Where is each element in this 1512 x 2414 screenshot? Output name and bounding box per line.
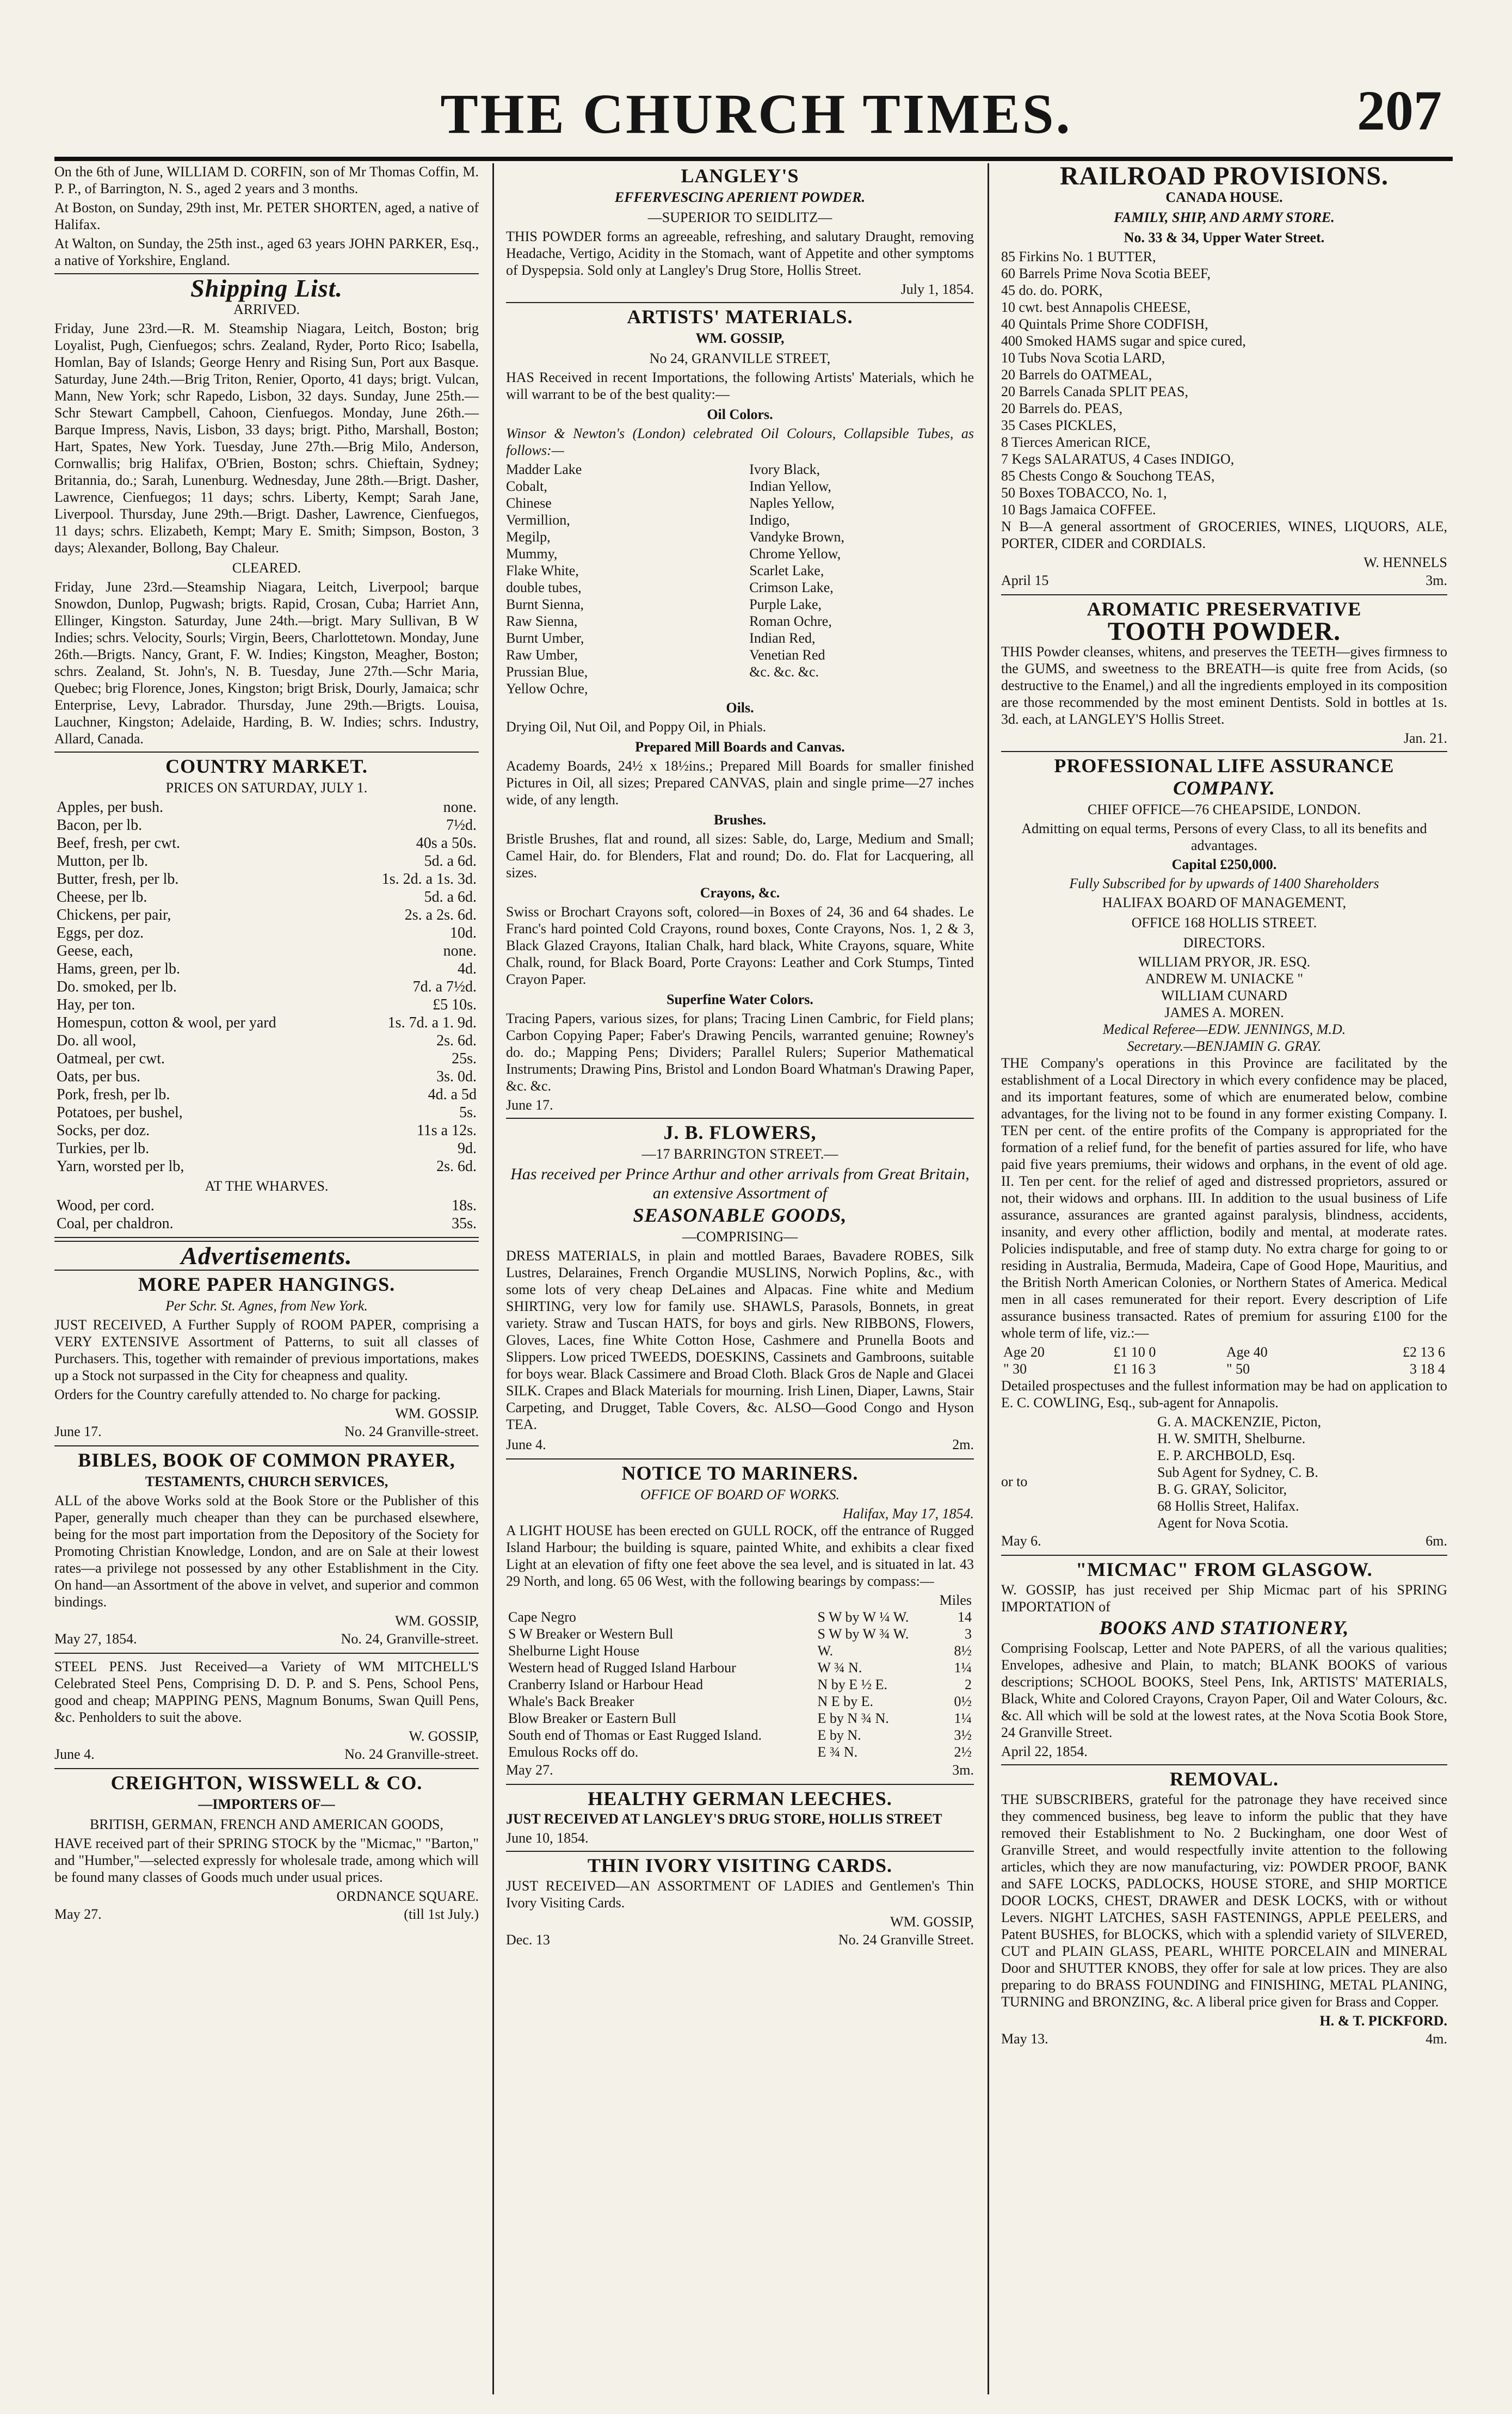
table-row: Oats, per bus. 3s. 0d. <box>57 1068 477 1085</box>
table-row: Butter, fresh, per lb. 1s. 2d. a 1s. 3d. <box>57 871 477 888</box>
table-row: Hay, per ton. £5 10s. <box>57 996 477 1013</box>
bearings-table <box>506 1592 974 1760</box>
section-rule <box>54 1653 479 1654</box>
micmac-body-2: Comprising Foolscap, Letter and Note PAPERS, of all the various qualities; Envelopes, adhesive and Plain, to match; BLANK BOOKS of various descriptions; SCHOOL BOOKS, Steel Pens, Ink, ARTISTS' MATERIALS, Black, White and Colored Crayons, Crayon Paper, Oil and Water Colours, &c. &c. All which will be sold at the lowest rates, at the Nova Scotia Book Store, 24 Granville Street. <box>1001 1640 1447 1740</box>
assurance-tail: Detailed prospectuses and the fullest information may be had on application to E. C. COWLING, Esq., sub-agent for Annapolis. <box>1001 1378 1447 1411</box>
list-item: 35 Cases PICKLES, <box>1001 417 1116 433</box>
column-3 <box>1001 163 1447 2048</box>
flowers-body: DRESS MATERIALS, in plain and mottled Baraes, Bavadere ROBES, Silk Lustres, Delaraines, French Organdie MUSLINS, Norwich Poplins, &c., with some lots of very cheap DeLaines and Alpacas. Fine white and Medium SHIRTING, very low for family use. SHAWLS, Parasols, Bonnets, in great variety. Straw and Tuscan HATS, for boys and girls. New RIBBONS, Flowers, Gloves, Laces, fine White Cotton Hose, Cashmere and Prunella Boots and Slippers. Low priced TWEEDS, DOESKINS, Cassinets and Gambroons, suitable for boys wear. Black Cassimere and Broad Cloth. Black Gros de Naple and Glacei SILK. Crapes and Black Materials for mourning. Irish Linen, Diaper, Lawns, Stair Carpeting, and Drugget, Table Covers, &c. ALSO—Good Congo and Hyson TEA. <box>506 1248 974 1432</box>
provision-list <box>1001 248 1447 518</box>
list-item: 20 Barrels do. PEAS, <box>1001 401 1123 416</box>
section-rule <box>506 1458 974 1460</box>
ad-footer: April 15 3m. <box>1001 572 1447 588</box>
color-list-right: Ivory Black, Indian Yellow, Naples Yellow, Indigo, Vandyke Brown, Chrome Yellow, Scarlet Lake, Crimson Lake, Purple Lake, Roman Ochre, Indian Red, Venetian Red &c. &c. &c. <box>749 461 844 680</box>
table-row: Western head of Rugged Island Harbour W ¾ N. 1¼ <box>508 1660 972 1676</box>
market-price-table <box>54 798 479 1175</box>
leeches-body: JUST RECEIVED AT LANGLEY'S DRUG STORE, HOLLIS STREET <box>506 1811 942 1827</box>
oil-colors-intro: Winsor & Newton's (London) celebrated Oil Colours, Collapsible Tubes, as follows:— <box>506 426 974 458</box>
board-office: OFFICE 168 HOLLIS STREET. <box>1131 915 1317 931</box>
assurance-heading: PROFESSIONAL LIFE ASSURANCE <box>1054 755 1394 777</box>
crayons-body: Swiss or Brochart Crayons soft, colored—in Boxes of 24, 36 and 64 shades. Le Franc's hard pointed Cold Crayons, round boxes, Conte Crayons, Nos. 1, 2 & 3, Black Glazed Crayons, Italian Chalk, hard black, White Crayons, square, White Chalk, round, for Black Board, Porte Crayons: Leather and Cork Stumps, Tinted Crayon Paper. <box>506 904 974 987</box>
langley-heading-2: EFFERVESCING APERIENT POWDER. <box>614 189 866 205</box>
mariners-body: A LIGHT HOUSE has been erected on GULL ROCK, off the entrance of Rugged Island Harbour; the building is square, painted White, and exhibits a clear fixed Light at an elevation of fifty one feet above the sea level, and is situated in lat. 43 29 North, and long. 65 06 West, with the following bearings by compass:— <box>506 1523 974 1589</box>
section-rule <box>54 1768 479 1769</box>
arrived-list: Friday, June 23rd.—R. M. Steamship Niagara, Leitch, Boston; brig Loyalist, Pugh, Cienfuegos; schrs. Zealand, Ryder, Porto Rico; Isabella, Homlan, Bay of Islands; George Henry and Rising Sun, Port aux Basque. Saturday, June 24th.—Brig Triton, Renier, Oporto, 41 days; brigt. Vulcan, Mann, New York; schr Rapedo, Lisbon, 32 days. Sunday, June 25th.—Schr Stewart Campbell, Cahoon, Cienfuegos. Monday, June 26th.—Barque Impress, Navis, Lisbon, 33 days; brigt. Pitho, Marshall, Boston; Hart, Spates, New York. Tuesday, June 27th.—Brig Milo, Anderson, Cornwallis; brig Halifax, O'Brien, Boston; schrs. Chieftain, Sydney; Britannia, do.; Sarah, Lunenburg. Wednesday, June 28th.—Brigt. Dasher, Lawrence, Cienfuegos; 11 days; schrs. Liberty, Kempt; Sarah Jane, Liverpool. Thursday, June 29th.—Brigt. Dasher, Lawrence, Cienfuegos, 11 days; schrs. Elizabeth, Kempt; Mary E. Smith; Simpson, Boston, 3 days; Alexander, Bollong, Bay Chaleur. <box>54 321 479 556</box>
cleared-heading: CLEARED. <box>232 560 301 576</box>
boards-body: Academy Boards, 24½ x 18½ins.; Prepared Mill Boards for smaller finished Pictures in Oil, all sizes; Prepared CANVAS, plain and single prime—27 inches wide, of any length. <box>506 758 974 808</box>
secretary: Secretary.—BENJAMIN G. GRAY. <box>1127 1038 1322 1054</box>
list-item: 10 cwt. best Annapolis CHEESE, <box>1001 299 1191 315</box>
mariners-heading: NOTICE TO MARINERS. <box>621 1462 859 1484</box>
table-row: Chickens, per pair, 2s. a 2s. 6d. <box>57 907 477 923</box>
list-item: H. W. SMITH, Shelburne. <box>1157 1431 1306 1446</box>
table-row: Pork, fresh, per lb. 4d. a 5d <box>57 1086 477 1103</box>
paper-hangings-sub: Per Schr. St. Agnes, from New York. <box>165 1298 368 1314</box>
directors-heading: DIRECTORS. <box>1183 935 1266 951</box>
column-divider <box>988 163 989 2394</box>
ad-date: Jan. 21. <box>1403 730 1447 746</box>
table-row: Shelburne Light House W. 8½ <box>508 1643 972 1659</box>
langley-heading: LANGLEY'S <box>681 165 799 187</box>
flowers-heading: J. B. FLOWERS, <box>663 1122 817 1143</box>
table-row: Yarn, worsted per lb, 2s. 6d. <box>57 1158 477 1175</box>
ad-date: April 22, 1854. <box>1001 1744 1088 1759</box>
list-item: 8 Tierces American RICE, <box>1001 434 1151 450</box>
artists-address: No 24, GRANVILLE STREET, <box>649 350 831 366</box>
advertisements-heading: Advertisements. <box>181 1242 353 1270</box>
boards-heading: Prepared Mill Boards and Canvas. <box>635 739 845 755</box>
medical-referee: Medical Referee—EDW. JENNINGS, M.D. <box>1102 1021 1346 1037</box>
crayons-heading: Crayons, &c. <box>700 885 780 901</box>
books-stationery: BOOKS AND STATIONERY, <box>1099 1617 1349 1639</box>
color-list <box>506 461 974 697</box>
page-number: 207 <box>1357 79 1442 142</box>
paper-hangings-heading: MORE PAPER HANGINGS. <box>138 1273 396 1295</box>
table-row: Turkies, per lb. 9d. <box>57 1140 477 1157</box>
creighton-body: HAVE received part of their SPRING STOCK by the "Micmac," "Barton," and "Humber,"—selected expressly for wholesale trade, among which will be found many classes of Goods much under usual prices. <box>54 1836 479 1885</box>
table-row: Beef, fresh, per cwt. 40s a 50s. <box>57 835 477 852</box>
artists-body: HAS Received in recent Importations, the following Artists' Materials, which he will warrant to be of the best quality:— <box>506 370 974 402</box>
langley-body: THIS POWDER forms an agreeable, refreshing, and salutary Draught, removing Headache, Vertigo, Acidity in the Stomach, want of Appetite and other symptoms of Dyspepsia. Sold only at Langley's Drug Store, Hollis Street. <box>506 229 974 278</box>
section-rule <box>1001 1764 1447 1765</box>
bibles-body: ALL of the above Works sold at the Book Store or the Publisher of this Paper, generally much cheaper than they can be purchased elsewhere, being for the most part importation from the Depository of the Society for Promoting Christian Knowledge, London, and are on Sale at their lowest rates—a privilege not possessed by any other Establishment in the City. On hand—an Assortment of the above in velvet, and superior and common bindings. <box>54 1493 479 1610</box>
death-notice: At Boston, on Sunday, 29th inst, Mr. PETER SHORTEN, aged, a native of Halifax. <box>54 200 479 232</box>
micmac-body: W. GOSSIP, has just received per Ship Micmac part of his SPRING IMPORTATION of <box>1001 1582 1447 1615</box>
oil-colors-heading: Oil Colors. <box>707 407 773 422</box>
table-row: Potatoes, per bushel, 5s. <box>57 1104 477 1121</box>
section-rule <box>506 302 974 303</box>
list-item: 60 Barrels Prime Nova Scotia BEEF, <box>1001 266 1211 281</box>
list-item: B. G. GRAY, Solicitor, <box>1157 1481 1287 1497</box>
table-row: Do. all wool, 2s. 6d. <box>57 1032 477 1049</box>
table-row: Eggs, per doz. 10d. <box>57 925 477 941</box>
ad-date: June 10, 1854. <box>506 1830 589 1846</box>
table-row: Oatmeal, per cwt. 25s. <box>57 1050 477 1067</box>
section-rule <box>1001 1555 1447 1556</box>
section-rule <box>54 752 479 753</box>
arrived-heading: ARRIVED. <box>233 301 300 317</box>
ad-footer: May 27, 1854. No. 24, Granville-street. <box>54 1631 479 1647</box>
column-divider <box>492 163 494 2394</box>
section-rule <box>506 1784 974 1785</box>
capital: Capital £250,000. <box>1171 857 1277 872</box>
table-row: Do. smoked, per lb. 7d. a 7½d. <box>57 978 477 995</box>
assurance-body: THE Company's operations in this Province are facilitated by the establishment of a Local Directory in which every confidence may be placed, and its important features, some of which are enumerated below, combine advantages, for the living not to be found in any former existing Company. I. TEN per cent. of the entire profits of the Company is appropriated for the formation of a relief fund, for the benefit of parties assured for life, who have paid five years premiums, their widows and orphans, in the event of old age. II. Ten per cent. for the relief of aged and distressed proprietors, assured or not, their widows and orphans. III. In addition to the usual business of Life assurance, assurances are granted against paralysis, blindness, accidents, insanity, and every other affliction, bodily and mental, at moderate rates. Policies indisputable, and free of stamp duty. No extra charge for going to or residing in Australia, Bermuda, Madeira, Cape of Good Hope, Mauritius, and the British North American Colonies, or Northern States of America. Medical men in all cases remunerated for their report. Every description of Life assurance business transacted. Rates of premium for assuring £100 for the whole term of life, viz.:— <box>1001 1055 1447 1341</box>
table-row: Cranberry Island or Harbour Head N by E ½ E. 2 <box>508 1677 972 1692</box>
table-row: Coal, per chaldron. 35s. <box>57 1215 477 1232</box>
list-item: WILLIAM CUNARD <box>1161 988 1287 1003</box>
tooth-powder-heading-2: TOOTH POWDER. <box>1107 617 1341 646</box>
section-rule <box>54 1270 479 1271</box>
ad-footer: May 6. 6m. <box>1001 1533 1447 1549</box>
table-row: Emulous Rocks off do. E ¾ N. 2½ <box>508 1744 972 1760</box>
signature: ORDNANCE SQUARE. <box>336 1888 479 1904</box>
death-notices <box>54 163 479 269</box>
list-item: WILLIAM PRYOR, JR. ESQ. <box>1138 954 1311 970</box>
assurance-intro: Admitting on equal terms, Persons of every Class, to all its benefits and advantages. <box>1021 821 1427 853</box>
railroad-heading: RAILROAD PROVISIONS. <box>1059 162 1389 190</box>
masthead <box>71 79 1442 152</box>
tooth-powder-heading: AROMATIC PRESERVATIVE <box>1087 598 1362 620</box>
comprising: —COMPRISING— <box>682 1229 798 1245</box>
section-rule <box>1001 594 1447 595</box>
signature: WM. GOSSIP. <box>395 1406 479 1421</box>
list-item: JAMES A. MOREN. <box>1164 1005 1284 1020</box>
newspaper-title: THE CHURCH TIMES. <box>440 83 1072 145</box>
or-to: or to <box>1001 1474 1028 1489</box>
list-item: 50 Boxes TOBACCO, No. 1, <box>1001 485 1167 501</box>
ad-footer: June 4. 2m. <box>506 1437 974 1452</box>
table-row: Apples, per bush. none. <box>57 799 477 816</box>
table-row: Cheese, per lb. 5d. a 6d. <box>57 889 477 906</box>
table-row: " 30 £1 16 3 " 50 3 18 4 <box>1003 1361 1445 1377</box>
creighton-heading: CREIGHTON, WISSWELL & CO. <box>110 1772 423 1794</box>
water-colors-body: Tracing Papers, various sizes, for plans; Tracing Linen Cambric, for Field plans; Carbon Copying Paper; Faber's Drawing Pencils, warranted genuine; Rowney's do. do.; Mapping Pens; Dividers; Parallel Rulers; Superior Mathematical Instruments; Drawing Pins, Bristol and London Board Whatman's Drawing Paper, &c. &c. <box>506 1011 974 1094</box>
creighton-sub-2: BRITISH, GERMAN, FRENCH AND AMERICAN GOODS, <box>89 1816 444 1832</box>
ad-footer: May 13. 4m. <box>1001 2031 1447 2047</box>
agents-list <box>1157 1413 1447 1531</box>
list-item: 20 Barrels do OATMEAL, <box>1001 367 1152 383</box>
removal-body: THE SUBSCRIBERS, grateful for the patronage they have received since they commenced business, beg leave to inform the public that they have removed their Establishment to No. 2 Buckingham, one door West of Granville Street, and would respectfully invite attention to the following articles, which they are now manufacturing, viz: POWDER PROOF, BANK and SAFE LOCKS, PADLOCKS, HOUSE STORE, and SHIP MORTICE DOOR LOCKS, CHEST, DRAWER and DESK LOCKS, with or without Levers. NIGHT LATCHES, SASH FASTENINGS, APPLE PEELERS, and Patent BUSHES, for BLOCKS, which with a splendid variety of SILVERED, CUT and PLAIN GLASS, PEARL, WHITE PORCELAIN and MINERAL Door and SHUTTER KNOBS, they offer for sale at low prices. They are also preparing to do BRASS FOUNDING and FINISHING, METAL PLANING, TURNING and BRONZING, &c. A liberal price given for Brass and Copper. <box>1001 1791 1447 2010</box>
signature: WM. GOSSIP, <box>395 1613 479 1629</box>
signature: WM. GOSSIP, <box>890 1914 974 1930</box>
ad-date: July 1, 1854. <box>900 281 974 297</box>
directors-list <box>1001 953 1447 1021</box>
table-row: Homespun, cotton & wool, per yard 1s. 7d. a 1. 9d. <box>57 1014 477 1031</box>
list-item: Agent for Nova Scotia. <box>1157 1515 1289 1531</box>
column-2 <box>506 163 974 1949</box>
list-item: 45 do. do. PORK, <box>1001 282 1103 298</box>
artists-heading: ARTISTS' MATERIALS. <box>627 306 853 328</box>
table-row: Mutton, per lb. 5d. a 6d. <box>57 853 477 870</box>
list-item: G. A. MACKENZIE, Picton, <box>1157 1414 1322 1430</box>
brushes-body: Bristle Brushes, flat and round, all sizes: Sable, do, Large, Medium and Small; Camel Hair, do. for Blenders, Flat and round; Do. do. Flat for Lacquering, all sizes. <box>506 831 974 880</box>
flowers-address: —17 BARRINGTON STREET.— <box>641 1146 838 1162</box>
list-item: 400 Smoked HAMS sugar and spice cured, <box>1001 333 1246 349</box>
bibles-heading-2: TESTAMENTS, CHURCH SERVICES, <box>145 1474 388 1489</box>
signature: H. & T. PICKFORD. <box>1319 2013 1447 2029</box>
visiting-cards-heading: THIN IVORY VISITING CARDS. <box>587 1855 893 1876</box>
signature: W. GOSSIP, <box>409 1728 479 1744</box>
death-notice: On the 6th of June, WILLIAM D. CORFIN, son of Mr Thomas Coffin, M. P. P., of Barrington, N. S., aged 2 years and 3 months. <box>54 164 479 196</box>
color-list-left: Madder Lake Cobalt, Chinese Vermillion, Megilp, Mummy, Flake White, double tubes, Burnt Sienna, Raw Sienna, Burnt Umber, Raw Umber, Prussian Blue, Yellow Ochre, <box>506 461 588 697</box>
railroad-note: N B—A general assortment of GROCERIES, WINES, LIQUORS, ALE, PORTER, CIDER and CORDIALS. <box>1001 519 1447 551</box>
mariners-office: OFFICE OF BOARD OF WORKS. <box>640 1487 840 1502</box>
ad-footer: May 27. (till 1st July.) <box>54 1906 479 1922</box>
ad-footer: June 4. No. 24 Granville-street. <box>54 1746 479 1762</box>
micmac-heading: "MICMAC" FROM GLASGOW. <box>1076 1559 1373 1580</box>
table-row: Wood, per cord. 18s. <box>57 1197 477 1214</box>
masthead-rule <box>54 157 1453 161</box>
list-item: 85 Chests Congo & Souchong TEAS, <box>1001 468 1215 484</box>
ad-footer: Dec. 13 No. 24 Granville Street. <box>506 1932 974 1948</box>
seasonable-goods: SEASONABLE GOODS, <box>633 1204 847 1226</box>
artists-name: WM. GOSSIP, <box>695 330 785 346</box>
list-item: 85 Firkins No. 1 BUTTER, <box>1001 249 1156 264</box>
table-row: South end of Thomas or East Rugged Island. E by N. 3½ <box>508 1727 972 1743</box>
ad-footer: June 17. No. 24 Granville-street. <box>54 1424 479 1439</box>
list-item: 68 Hollis Street, Halifax. <box>1157 1498 1299 1514</box>
paper-hangings-body: JUST RECEIVED, A Further Supply of ROOM PAPER, comprising a VERY EXTENSIVE Assortment of Patterns, to suit all classes of Purchasers. This, together with remainder of previous importations, makes up a Stock not surpassed in the City for cheapness and quality. <box>54 1317 479 1383</box>
list-item: 10 Tubs Nova Scotia LARD, <box>1001 350 1165 366</box>
list-item: ANDREW M. UNIACKE " <box>1145 971 1304 987</box>
list-item: 20 Barrels Canada SPLIT PEAS, <box>1001 384 1188 399</box>
section-rule <box>1001 751 1447 752</box>
column-1 <box>54 163 479 1924</box>
section-rule <box>54 1237 479 1242</box>
agents-block <box>1001 1413 1447 1531</box>
table-header-row: Miles <box>939 1592 972 1608</box>
table-row: S W Breaker or Western Bull S W by W ¾ W. 3 <box>508 1626 972 1642</box>
rates-table <box>1001 1344 1447 1377</box>
flowers-intro: Has received per Prince Arthur and other arrivals from Great Britain, an extensive Assortment of <box>510 1165 970 1202</box>
shipping-list-heading: Shipping List. <box>190 274 343 302</box>
assurance-heading-2: COMPANY. <box>1173 777 1275 799</box>
water-colors-heading: Superfine Water Colors. <box>666 992 813 1007</box>
list-item: 10 Bags Jamaica COFFEE. <box>1001 502 1156 518</box>
table-row: Geese, each, none. <box>57 943 477 959</box>
leeches-heading: HEALTHY GERMAN LEECHES. <box>588 1788 892 1809</box>
steel-pens-body: STEEL PENS. Just Received—a Variety of WM MITCHELL'S Celebrated Steel Pens, Comprising D. D. P. and S. Pens, School Pens, good and cheap; MAPPING PENS, Magnum Bonums, Swan Quill Pens, &c. Penholders to suit the above. <box>54 1659 479 1725</box>
table-row: Socks, per doz. 11s a 12s. <box>57 1122 477 1139</box>
section-rule <box>506 1851 974 1852</box>
table-row: Bacon, per lb. 7½d. <box>57 817 477 834</box>
wharves-heading: AT THE WHARVES. <box>205 1178 329 1194</box>
creighton-sub: —IMPORTERS OF— <box>198 1796 335 1812</box>
table-row: Hams, green, per lb. 4d. <box>57 960 477 977</box>
wharves-price-table <box>54 1197 479 1233</box>
death-notice: At Walton, on Sunday, the 25th inst., aged 63 years JOHN PARKER, Esq., a native of Yorkshire, England. <box>54 236 479 268</box>
brushes-heading: Brushes. <box>713 812 767 828</box>
halifax-board: HALIFAX BOARD OF MANAGEMENT, <box>1102 895 1347 910</box>
store-name: FAMILY, SHIP, AND ARMY STORE. <box>1114 210 1335 225</box>
section-rule <box>54 1445 479 1446</box>
oils-body: Drying Oil, Nut Oil, and Poppy Oil, in Phials. <box>506 719 767 735</box>
mariners-place: Halifax, May 17, 1854. <box>842 1506 974 1522</box>
removal-heading: REMOVAL. <box>1169 1768 1279 1790</box>
signature: W. HENNELS <box>1363 555 1447 570</box>
bibles-heading: BIBLES, BOOK OF COMMON PRAYER, <box>78 1449 455 1471</box>
table-row: Whale's Back Breaker N E by E. 0½ <box>508 1694 972 1709</box>
cleared-list: Friday, June 23rd.—Steamship Niagara, Leitch, Liverpool; barque Snowdon, Dunlop, Pugwash; brigts. Rapid, Crosan, Cuba; Harriet Ann, Ellinger, Kingston. Saturday, June 24th.—brigt. Mary Sullivan, B W Indies; schrs. Velocity, Sourls; Virgin, Beers, Charlottetown. Monday, June 26th.—Brigts. Nancy, Grant, F. W. Indies; Kingston, Meagher, Boston; schrs. Zealand, St. John's, N. B. Tuesday, June 27th.—Schr Maria, Quebec; brig Florence, Jones, Kingston; brigt Brisk, Dourly, Jamaica; schr Enterprise, Levy, Labrador. Thursday, June 29th.—Brigts. Louisa, Lauchner, Kingston; Adelaide, Harding, B. W. Indies; schrs. Industry, Allard, Canada. <box>54 579 479 747</box>
list-item: 7 Kegs SALARATUS, 4 Cases INDIGO, <box>1001 451 1235 467</box>
table-row: Cape Negro S W by W ¼ W. 14 <box>508 1609 972 1625</box>
list-item: 40 Quintals Prime Shore CODFISH, <box>1001 316 1208 332</box>
list-item: Sub Agent for Sydney, C. B. <box>1157 1464 1318 1480</box>
store-address: No. 33 & 34, Upper Water Street. <box>1124 230 1325 245</box>
table-row: Age 20 £1 10 0 Age 40 £2 13 6 <box>1003 1344 1445 1360</box>
chief-office: CHIEF OFFICE—76 CHEAPSIDE, LONDON. <box>1088 802 1361 817</box>
ad-footer: May 27. 3m. <box>506 1762 974 1778</box>
subscribed: Fully Subscribed for by upwards of 1400 Shareholders <box>1069 876 1379 891</box>
paper-hangings-note: Orders for the Country carefully attended to. No charge for packing. <box>54 1387 441 1402</box>
country-market-heading: COUNTRY MARKET. <box>165 755 368 777</box>
table-row: Blow Breaker or Eastern Bull E by N ¾ N. 1¼ <box>508 1710 972 1726</box>
market-subheading: PRICES ON SATURDAY, JULY 1. <box>165 780 368 796</box>
section-rule <box>506 1118 974 1119</box>
canada-house: CANADA HOUSE. <box>1165 189 1283 205</box>
tooth-powder-body: THIS Powder cleanses, whitens, and preserves the TEETH—gives firmness to the GUMS, and sweetness to the BREATH—is quite free from Acids, (so destructive to the Enamel,) and all the ingredients employed in its composition are those recommended by the most eminent Dentists. Sold in bottles at 1s. 3d. each, at LANGLEY'S Hollis Street. <box>1001 644 1447 727</box>
list-item: E. P. ARCHBOLD, Esq. <box>1157 1448 1295 1463</box>
oils-heading: Oils. <box>726 700 754 716</box>
langley-sub: —SUPERIOR TO SEIDLITZ— <box>647 210 832 225</box>
visiting-cards-body: JUST RECEIVED—AN ASSORTMENT OF LADIES and Gentlemen's Thin Ivory Visiting Cards. <box>506 1878 974 1911</box>
ad-date: June 17. <box>506 1097 553 1113</box>
